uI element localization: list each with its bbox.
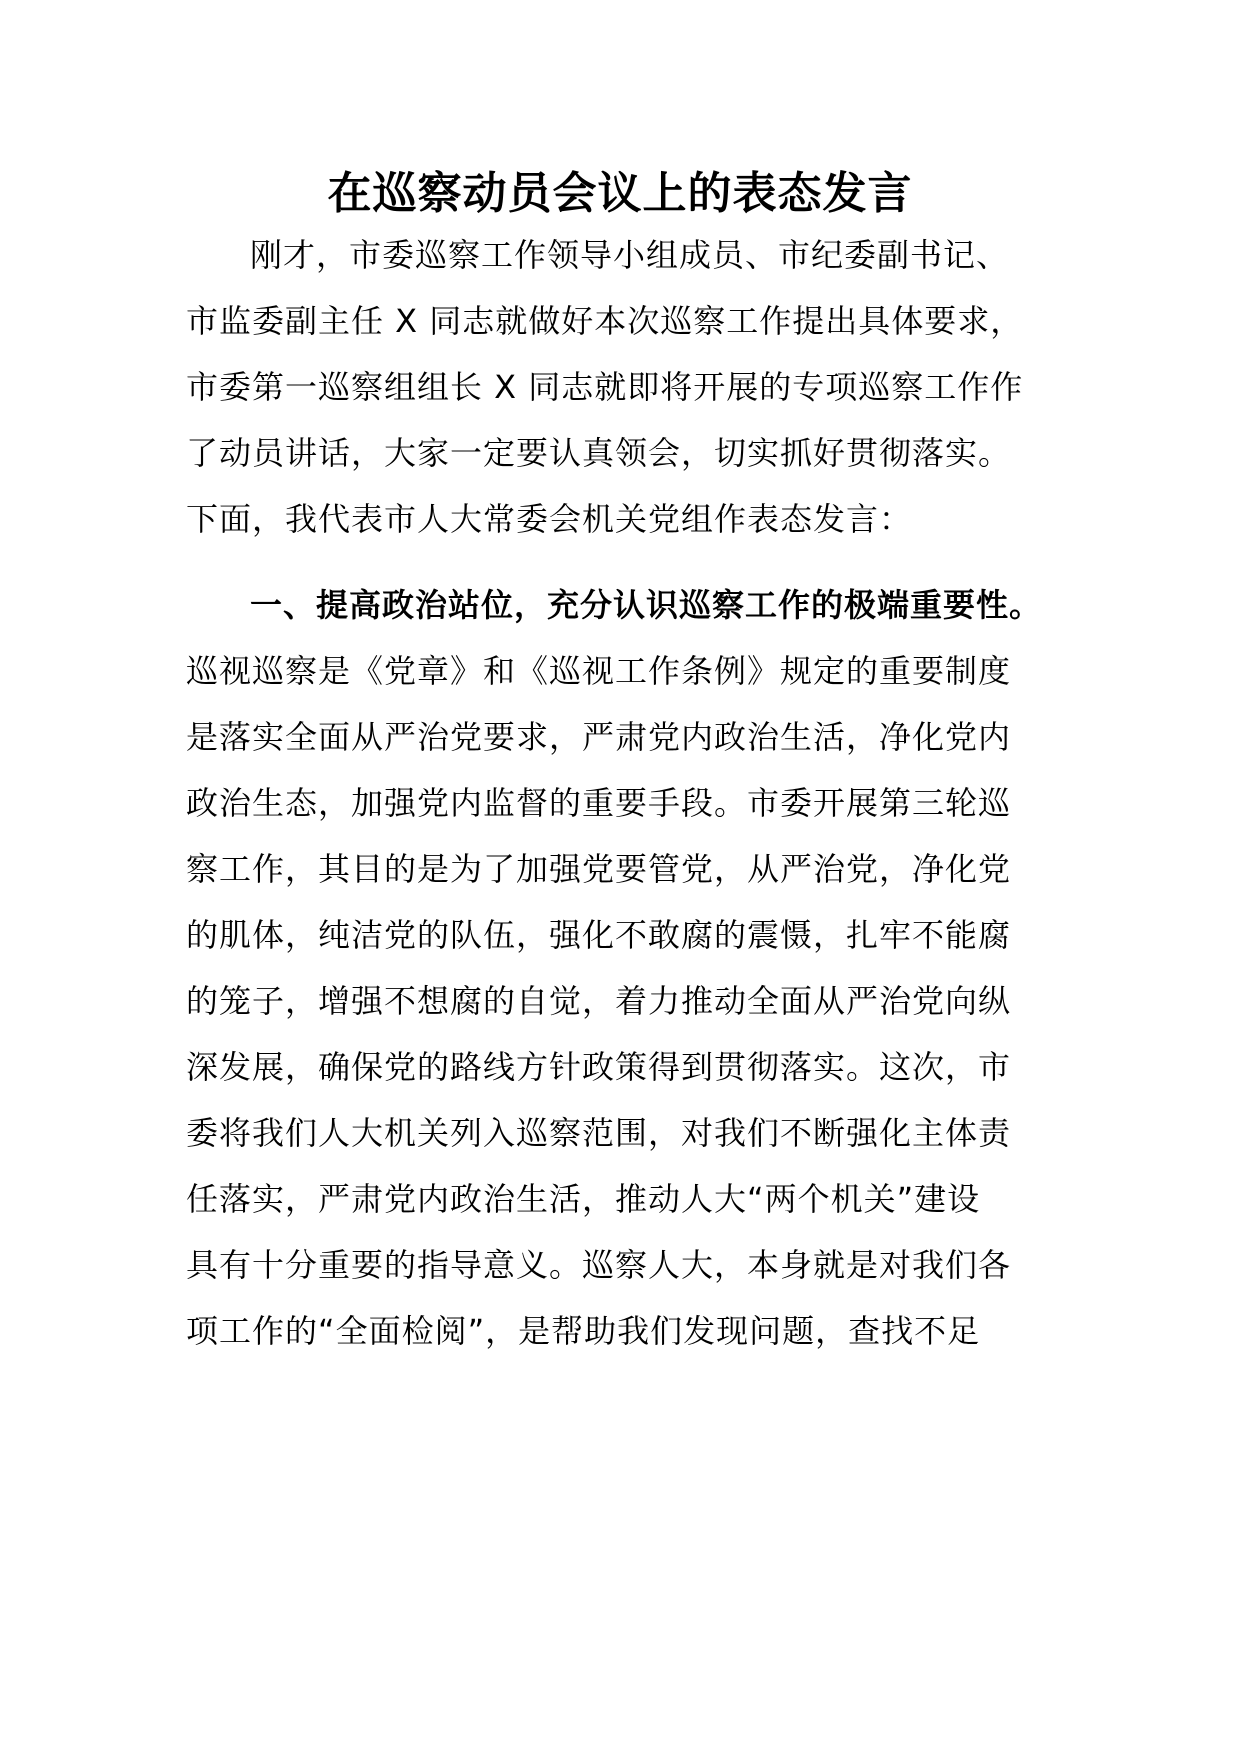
text-line: 的肌体，纯洁党的队伍，强化不敢腐的震慑，扎牢不能腐 xyxy=(186,916,1012,954)
text-line: 刚才，市委巡察工作领导小组成员、市纪委副书记、 xyxy=(250,236,1010,274)
text-line: 深发展，确保党的路线方针政策得到贯彻落实。这次，市 xyxy=(186,1048,1012,1086)
text-line: 市委第一巡察组组长 X 同志就即将开展的专项巡察工作作 xyxy=(186,368,1024,406)
text-line: 政治生态，加强党内监督的重要手段。市委开展第三轮巡 xyxy=(186,784,1012,822)
text-line: 巡视巡察是《党章》和《巡视工作条例》规定的重要制度 xyxy=(186,652,1012,690)
text-line: 察工作，其目的是为了加强党要管党，从严治党，净化党 xyxy=(186,850,1012,888)
text-line: 项工作的“全面检阅”，是帮助我们发现问题，查找不足 xyxy=(186,1312,981,1350)
text-line: 下面，我代表市人大常委会机关党组作表态发言： xyxy=(186,500,913,538)
text-line: 市监委副主任 X 同志就做好本次巡察工作提出具体要求， xyxy=(186,302,1024,340)
text-line: 委将我们人大机关列入巡察范围，对我们不断强化主体责 xyxy=(186,1114,1012,1152)
text-line: 了动员讲话，大家一定要认真领会，切实抓好贯彻落实。 xyxy=(186,434,1012,472)
text-line: 任落实，严肃党内政治生活，推动人大“两个机关”建设 xyxy=(186,1180,981,1218)
document-title: 在巡察动员会议上的表态发言 xyxy=(327,168,913,219)
text-line: 具有十分重要的指导意义。巡察人大，本身就是对我们各 xyxy=(186,1246,1012,1284)
text-line: 是落实全面从严治党要求，严肃党内政治生活，净化党内 xyxy=(186,718,1012,756)
text-line: 的笼子，增强不想腐的自觉，着力推动全面从严治党向纵 xyxy=(186,982,1012,1020)
section-heading: 一、提高政治站位，充分认识巡察工作的极端重要性。 xyxy=(250,586,1043,624)
